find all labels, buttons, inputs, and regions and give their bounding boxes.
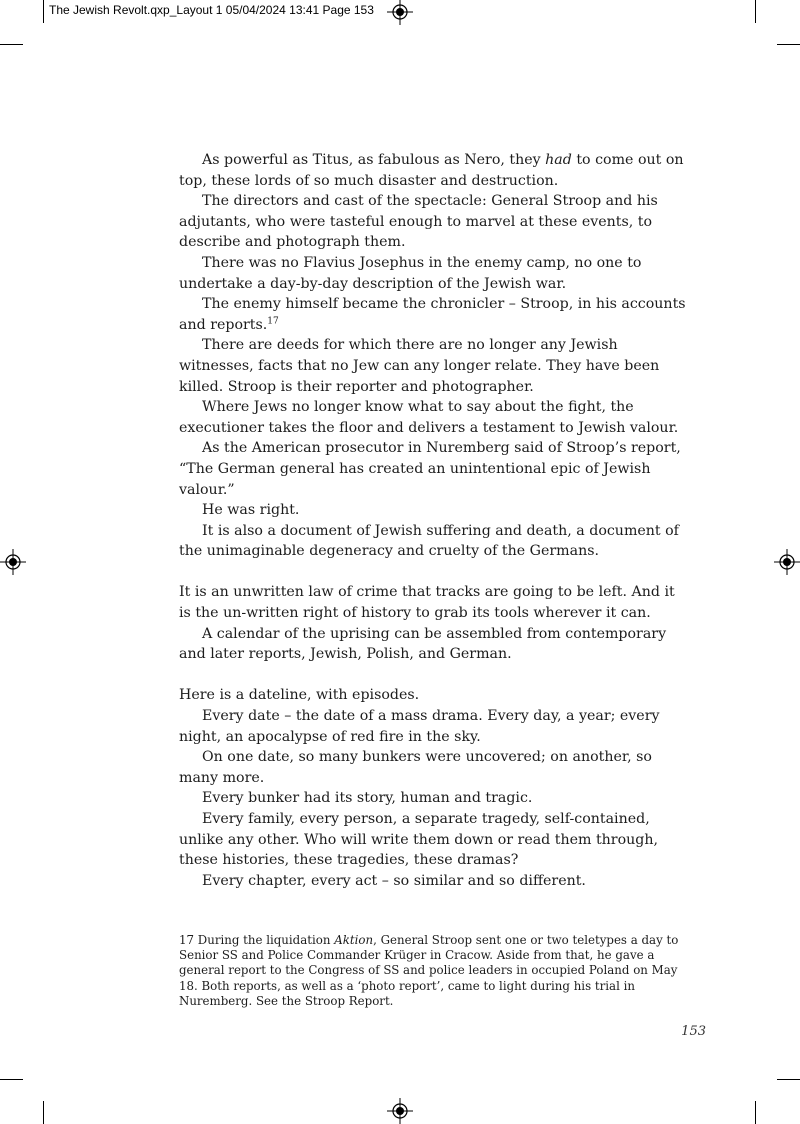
paragraph: Here is a dateline, with episodes.: [179, 687, 420, 704]
registration-mark-icon: [0, 549, 26, 575]
paragraph: Every family, every person, a separate tragedy, self-contained, unlike any other. Who will write them down or read them through, these histories, these tragedies, these dramas?: [179, 811, 658, 869]
crop-mark-bottom-right-horizontal: [777, 1079, 800, 1080]
registration-mark-icon: [774, 549, 800, 575]
footnote-reference[interactable]: 17: [267, 316, 279, 327]
crop-mark-top-right-horizontal: [777, 44, 800, 45]
paragraph: The enemy himself became the chronicler – Stroop, in his accounts and reports.$^{17}$: [179, 296, 686, 333]
paragraph: It is an unwritten law of crime that tracks are going to be left. And it is the un-written right of history to grab its tools wherever it can.: [179, 584, 675, 622]
slug-line: The Jewish Revolt.qxp_Layout 1 05/04/2024 13:41 Page 153: [49, 3, 374, 17]
crop-mark-top-left-horizontal: [0, 44, 23, 45]
crop-mark-bottom-left-horizontal: [0, 1079, 23, 1080]
paragraph: As the American prosecutor in Nuremberg said of Stroop’s report, “The German general has created an unintentional epic of Jewish valour.”: [179, 440, 681, 498]
paragraph: He was right.: [202, 502, 300, 519]
crop-mark-top-right-vertical: [755, 0, 756, 23]
paragraph: A calendar of the uprising can be assembled from contemporary and later reports, Jewish, Polish, and German.: [179, 625, 667, 663]
crop-mark-top-left-vertical: [43, 0, 44, 23]
paragraph: There are deeds for which there are no longer any Jewish witnesses, facts that no Jew can any longer relate. They have been killed. Stroop is their reporter and photographer.: [179, 337, 660, 395]
paragraph: The directors and cast of the spectacle: General Stroop and his adjutants, who were tasteful enough to marvel at these events, to describe and photograph them.: [179, 193, 658, 251]
footnote: 17 During the liquidation Aktion, General Stroop sent one or two teletypes a day to Senior SS and Police Commander Krüger in Cracow. Aside from that, he gave a general report to the Congress of SS and police leaders in occupied Poland on May 18. Both reports, as well as a ‘photo report’, came to light during his trial in Nuremberg. See the Stroop Report.: [179, 933, 679, 1008]
paragraph: As powerful as Titus, as fabulous as Nero, they had to come out on top, these lords of so much disaster and destruction.: [179, 152, 684, 189]
crop-mark-bottom-left-vertical: [43, 1101, 44, 1124]
page-number: 153: [681, 1024, 706, 1039]
registration-mark-icon: [387, 0, 413, 25]
paragraph: Every chapter, every act – so similar and so different.: [202, 872, 586, 889]
paragraph: Every bunker had its story, human and tragic.: [202, 790, 533, 807]
paragraph: On one date, so many bunkers were uncovered; on another, so many more.: [179, 749, 652, 786]
body-text: [179, 150, 687, 891]
paragraph: There was no Flavius Josephus in the enemy camp, no one to undertake a day-by-day description of the Jewish war.: [179, 254, 642, 292]
registration-mark-icon: [387, 1098, 413, 1124]
paragraph: Where Jews no longer know what to say about the fight, the executioner takes the floor and delivers a testament to Jewish valour.: [179, 399, 679, 436]
footnote-number: 17: [179, 933, 195, 947]
crop-mark-bottom-right-vertical: [755, 1101, 756, 1124]
paragraph: Every date – the date of a mass drama. Every day, a year; every night, an apocalypse of red fire in the sky.: [179, 708, 660, 745]
paragraph: It is also a document of Jewish suffering and death, a document of the unimaginable degeneracy and cruelty of the Germans.: [179, 522, 679, 560]
